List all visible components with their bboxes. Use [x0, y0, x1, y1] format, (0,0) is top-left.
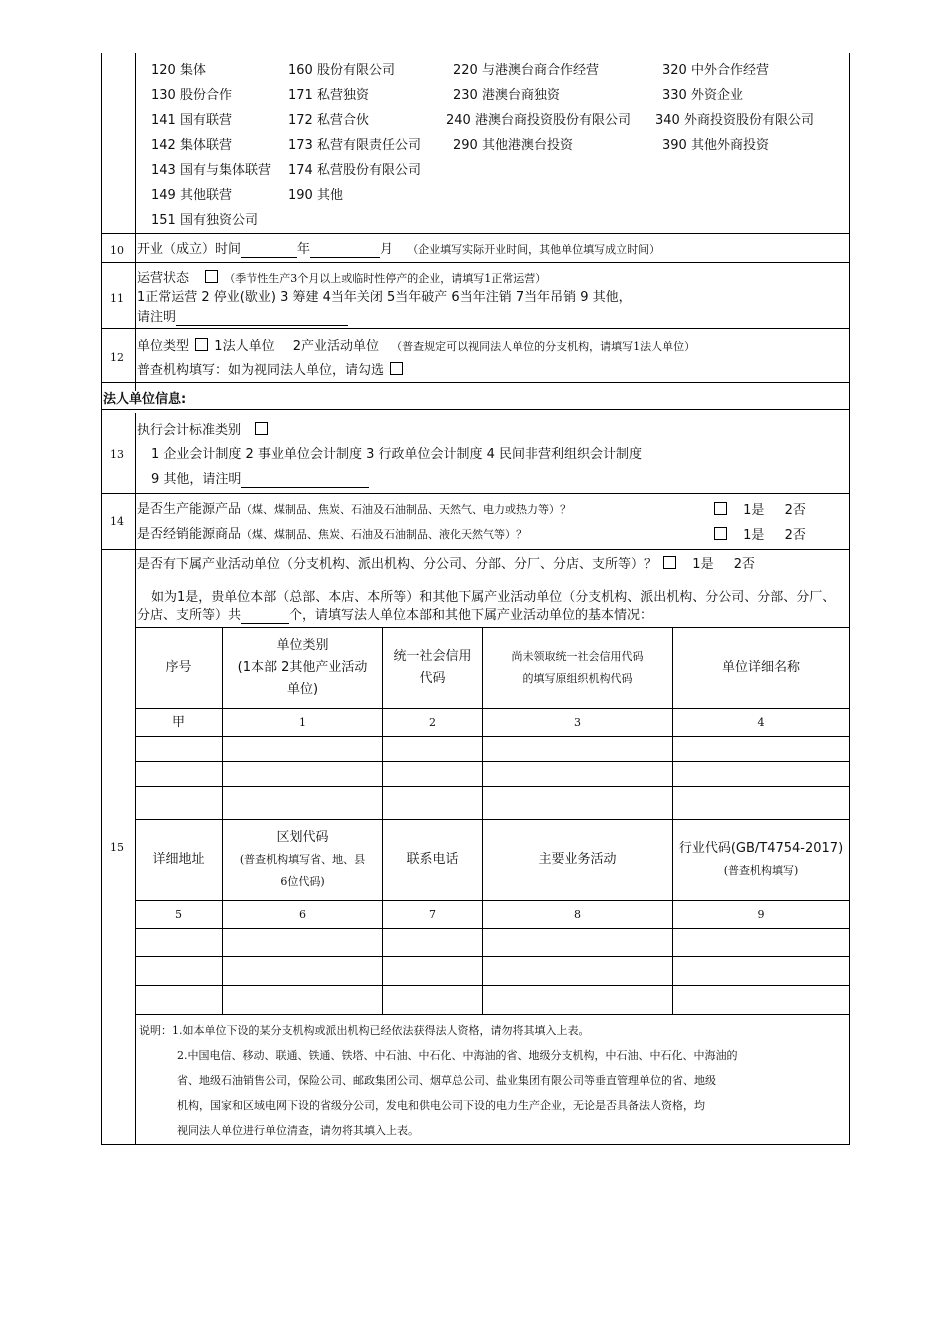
- unit-type-checkbox[interactable]: [195, 338, 208, 351]
- code-item: 149 其他联营: [151, 188, 232, 203]
- unit-type-label: 单位类型: [137, 339, 190, 354]
- subunit-question: [137, 556, 755, 573]
- opening-date-label: 开业（成立）时间: [137, 242, 242, 257]
- month-field[interactable]: [310, 257, 380, 258]
- header-org-code: [483, 628, 672, 708]
- operating-status-label: 运营状态: [137, 271, 190, 286]
- code-item: 220 与港澳台商合作经营: [453, 63, 599, 78]
- year-label: 年: [297, 242, 311, 257]
- index-cell: 7: [429, 907, 436, 921]
- header-line: 的填写原组织机构代码: [522, 672, 633, 685]
- desc-text: 个，请填写法人单位本部和其他下属产业活动单位的基本情况：: [289, 608, 654, 623]
- yes-option: 1是: [692, 557, 714, 572]
- month-label: 月: [380, 242, 394, 257]
- code-item: 151 国有独资公司: [151, 213, 258, 228]
- code-item: 173 私营有限责任公司: [288, 138, 421, 153]
- row-number: 10: [110, 244, 124, 257]
- accounting-standard-options: 1 企业会计制度 2 事业单位会计制度 3 行政单位会计制度 4 民间非营利组织会计制度: [151, 447, 643, 462]
- code-item: 120 集体: [151, 63, 206, 78]
- answer-checkbox[interactable]: [663, 556, 676, 569]
- header-credit-code: [383, 628, 482, 708]
- header-unit-name: 单位详细名称: [721, 660, 800, 675]
- subunit-desc-line2: [137, 608, 653, 624]
- header-address: 详细地址: [152, 852, 205, 867]
- index-cell: 6: [299, 907, 306, 921]
- header-phone: 联系电话: [406, 852, 459, 867]
- code-item: 160 股份有限公司: [288, 63, 395, 78]
- yes-option: 1是: [743, 528, 765, 543]
- question-label: 是否经销能源商品: [137, 527, 242, 542]
- census-checkbox[interactable]: [390, 362, 403, 375]
- operating-status-note: （季节性生产3个月以上或临时性停产的企业，请填写1正常运营）: [224, 272, 547, 285]
- index-cell: 3: [574, 715, 581, 729]
- operating-status-specify: [137, 310, 348, 326]
- index-cell: 2: [429, 715, 436, 729]
- energy-production-question: [137, 502, 571, 518]
- accounting-standard-other: [151, 472, 369, 488]
- header-seq: 序号: [165, 660, 192, 675]
- code-item: 172 私营合伙: [288, 113, 369, 128]
- code-item: 340 外商投资股份有限公司: [655, 113, 814, 128]
- note-line: 省、地级石油销售公司，保险公司、邮政集团公司、烟草总公司、盐业集团有限公司等垂直管理单位的省、地级: [177, 1074, 716, 1087]
- header-line: 6位代码): [280, 875, 325, 888]
- unit-type-option: 1法人单位: [214, 339, 275, 354]
- note-line: 视同法人单位进行单位清查，请勿将其填入上表。: [177, 1124, 419, 1137]
- question-label: 是否生产能源产品: [137, 502, 242, 517]
- index-cell: 5: [175, 907, 182, 921]
- question-label: 是否有下属产业活动单位（分支机构、派出机构、分公司、分部、分厂、分店、支所等）？: [137, 557, 658, 572]
- energy-sales-question: [137, 527, 527, 543]
- header-line: (1本部 2其他产业活动: [237, 660, 368, 675]
- accounting-standard-checkbox[interactable]: [255, 422, 268, 435]
- other-field[interactable]: [241, 487, 369, 488]
- header-industry-code: [673, 820, 849, 900]
- header-line: 尚未领取统一社会信用代码: [511, 650, 644, 663]
- desc-text: 分店、支所等）共: [137, 608, 242, 623]
- index-cell: 9: [757, 907, 765, 921]
- header-line: (普查机构填写): [723, 864, 799, 877]
- opening-date-row: [137, 242, 660, 258]
- question-note: （煤、煤制品、焦炭、石油及石油制品、天然气、电力或热力等）？: [241, 503, 572, 516]
- row-number: 12: [110, 351, 124, 364]
- header-line: (普查机构填写省、地、县: [239, 853, 366, 866]
- energy-sales-answer: [712, 527, 806, 544]
- other-label: 9 其他，请注明: [151, 472, 242, 487]
- code-item: 190 其他: [288, 188, 343, 203]
- no-option: 2否: [784, 528, 806, 543]
- yes-option: 1是: [743, 503, 765, 518]
- year-field[interactable]: [241, 257, 297, 258]
- index-cell: 1: [299, 715, 306, 729]
- header-line: 区划代码: [276, 830, 329, 845]
- header-region-code: [223, 820, 382, 900]
- note-line: 2.中国电信、移动、联通、铁通、铁塔、中石油、中石化、中海油的省、地级分支机构，中石油、中石化、中海油的: [177, 1049, 738, 1062]
- header-unit-category: [223, 628, 382, 708]
- specify-label: 请注明: [137, 310, 177, 325]
- code-item: 330 外资企业: [662, 88, 743, 103]
- section-title: 法人单位信息:: [103, 392, 187, 407]
- code-item: 143 国有与集体联营: [151, 163, 271, 178]
- header-line: 代码: [419, 671, 446, 686]
- answer-checkbox[interactable]: [714, 502, 727, 515]
- census-check-label: 普查机构填写：如为视同法人单位，请勾选: [137, 363, 385, 378]
- code-item: 171 私营独资: [288, 88, 369, 103]
- opening-date-note: （企业填写实际开业时间，其他单位填写成立时间）: [407, 243, 661, 256]
- code-item: 174 私营股份有限公司: [288, 163, 421, 178]
- header-line: 行业代码(GB/T4754-2017): [678, 841, 844, 856]
- accounting-standard-label: 执行会计标准类别: [137, 423, 242, 438]
- no-option: 2否: [733, 557, 755, 572]
- unit-type-note: （普查规定可以视同法人单位的分支机构，请填写1法人单位）: [391, 340, 696, 353]
- index-cell: 8: [574, 907, 581, 921]
- answer-checkbox[interactable]: [714, 527, 727, 540]
- row-number: 13: [110, 448, 124, 461]
- note-line: 说明：1.如本单位下设的某分支机构或派出机构已经依法获得法人资格，请勿将其填入上表。: [139, 1024, 590, 1037]
- operating-status-line1: [137, 270, 546, 287]
- row-number: 15: [110, 841, 124, 854]
- no-option: 2否: [784, 503, 806, 518]
- specify-field[interactable]: [176, 325, 348, 326]
- header-line: 单位类别: [276, 638, 329, 653]
- operating-status-checkbox[interactable]: [205, 270, 218, 283]
- accounting-standard-line1: [137, 422, 270, 439]
- index-cell: 甲: [171, 714, 185, 730]
- header-line: 统一社会信用: [393, 649, 472, 664]
- code-item: 142 集体联营: [151, 138, 232, 153]
- subunit-desc-line1: 如为1是，贵单位本部（总部、本店、本所等）和其他下属产业活动单位（分支机构、派出机构、分公司、分部、分厂、: [151, 590, 836, 605]
- count-field[interactable]: [241, 623, 289, 624]
- row-number: 14: [110, 515, 124, 528]
- code-item: 390 其他外商投资: [662, 138, 769, 153]
- row-number: 11: [110, 292, 124, 305]
- unit-type-option: 2产业活动单位: [292, 339, 379, 354]
- code-item: 240 港澳台商投资股份有限公司: [446, 113, 631, 128]
- code-item: 230 港澳台商独资: [453, 88, 560, 103]
- header-main-business: 主要业务活动: [538, 852, 617, 867]
- code-item: 320 中外合作经营: [662, 63, 769, 78]
- code-item: 290 其他港澳台投资: [453, 138, 573, 153]
- index-cell: 4: [757, 715, 765, 729]
- code-item: 141 国有联营: [151, 113, 232, 128]
- header-line: 单位): [286, 682, 319, 697]
- unit-type-line2: [137, 362, 405, 379]
- question-note: （煤、煤制品、焦炭、石油及石油制品、液化天然气等）？: [241, 528, 528, 541]
- note-line: 机构，国家和区域电网下设的省级分公司，发电和供电公司下设的电力生产企业，无论是否具备法人资格，均: [177, 1099, 705, 1112]
- unit-type-line1: [137, 338, 695, 355]
- operating-status-options: 1正常运营 2 停业(歇业) 3 筹建 4当年关闭 5当年破产 6当年注销 7当年吊销 9 其他，: [137, 290, 632, 305]
- energy-production-answer: [712, 502, 806, 519]
- code-item: 130 股份合作: [151, 88, 232, 103]
